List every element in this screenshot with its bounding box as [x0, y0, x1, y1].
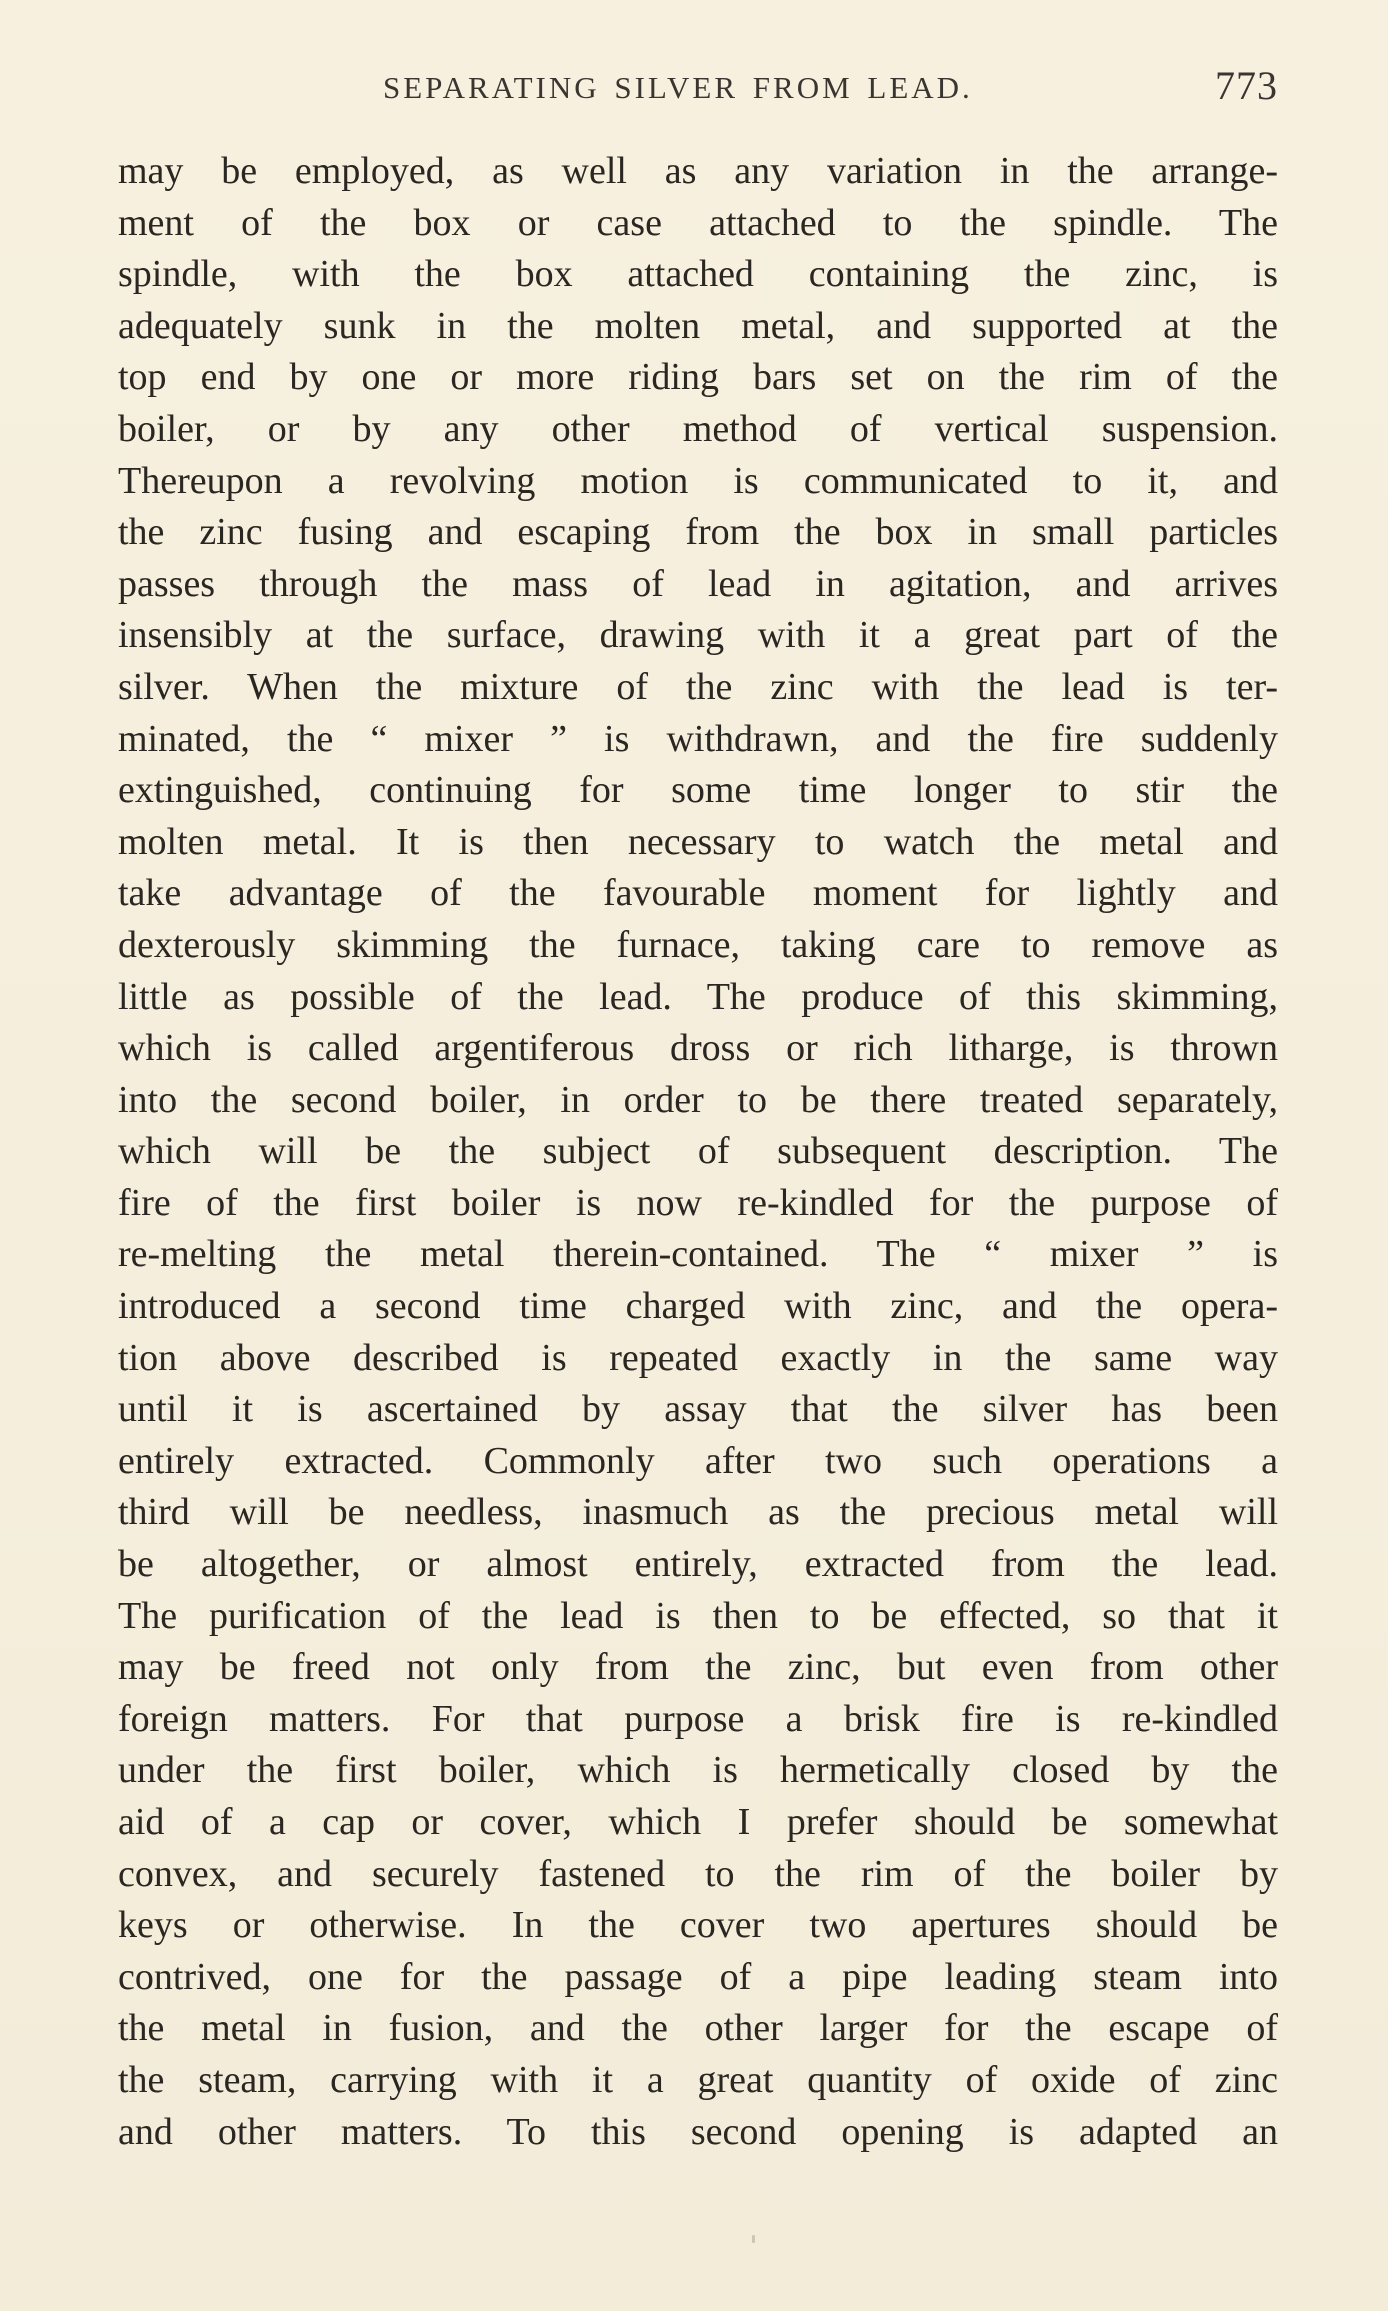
text-line: introduced a second time charged with zinc, and the opera- [118, 1285, 1278, 1328]
text-line: The purification of the lead is then to be effected, so that it [118, 1594, 1278, 1637]
text-line: keys or otherwise. In the cover two apertures should be [118, 1904, 1278, 1947]
text-line: passes through the mass of lead in agitation, and arrives [118, 562, 1278, 605]
text-line: Thereupon a revolving motion is communicated to it, and [118, 459, 1278, 502]
text-line: convex, and securely fastened to the rim of the boiler by [118, 1852, 1278, 1895]
text-line: entirely extracted. Commonly after two such operations a [118, 1439, 1278, 1482]
body-text [118, 146, 1278, 2158]
paper-speck [752, 2235, 755, 2243]
text-line: dexterously skimming the furnace, taking care to remove as [118, 923, 1278, 966]
text-line: which is called argentiferous dross or rich litharge, is thrown [118, 1027, 1278, 1070]
text-line: re-melting the metal therein-contained. The “ mixer ” is [118, 1233, 1278, 1276]
text-line: may be freed not only from the zinc, but even from other [118, 1646, 1278, 1689]
text-line: aid of a cap or cover, which I prefer should be somewhat [118, 1801, 1278, 1843]
running-head: SEPARATING SILVER FROM LEAD. [383, 70, 973, 105]
text-line: take advantage of the favourable moment for lightly and [118, 872, 1278, 915]
text-line: the metal in fusion, and the other larger for the escape of [118, 2007, 1278, 2050]
text-line: boiler, or by any other method of vertical suspension. [118, 407, 1278, 450]
text-line: the zinc fusing and escaping from the box in small particles [118, 511, 1278, 554]
text-line: the steam, carrying with it a great quantity of oxide of zinc [118, 2058, 1278, 2101]
text-line: ment of the box or case attached to the spindle. The [118, 201, 1278, 244]
text-line: until it is ascertained by assay that the silver has been [118, 1388, 1278, 1431]
text-line: into the second boiler, in order to be there treated separately, [118, 1078, 1278, 1121]
text-line: tion above described is repeated exactly in the same way [118, 1336, 1278, 1379]
text-line: molten metal. It is then necessary to watch the metal and [118, 820, 1278, 863]
text-line: third will be needless, inasmuch as the precious metal will [118, 1491, 1278, 1534]
text-line: may be employed, as well as any variation in the arrange- [118, 150, 1278, 192]
text-line: extinguished, continuing for some time longer to stir the [118, 769, 1278, 812]
text-line: which will be the subject of subsequent description. The [118, 1130, 1278, 1173]
text-line: fire of the first boiler is now re-kindled for the purpose of [118, 1181, 1278, 1224]
text-line: minated, the “ mixer ” is withdrawn, and the fire suddenly [118, 717, 1278, 760]
page-number: 773 [1215, 63, 1278, 108]
text-line: contrived, one for the passage of a pipe leading steam into [118, 1955, 1278, 1998]
text-line: and other matters. To this second opening is adapted an [118, 2110, 1278, 2153]
text-line: be altogether, or almost entirely, extracted from the lead. [118, 1543, 1278, 1586]
text-line: under the first boiler, which is hermetically closed by the [118, 1749, 1278, 1792]
text-line: adequately sunk in the molten metal, and supported at the [118, 304, 1278, 347]
page-header [118, 62, 1278, 122]
text-line: spindle, with the box attached containing the zinc, is [118, 253, 1278, 296]
text-line: foreign matters. For that purpose a brisk fire is re-kindled [118, 1697, 1278, 1740]
text-line: insensibly at the surface, drawing with it a great part of the [118, 614, 1278, 657]
text-line: little as possible of the lead. The produce of this skimming, [118, 975, 1278, 1018]
text-line: silver. When the mixture of the zinc with the lead is ter- [118, 665, 1278, 708]
text-line: top end by one or more riding bars set on the rim of the [118, 356, 1278, 399]
